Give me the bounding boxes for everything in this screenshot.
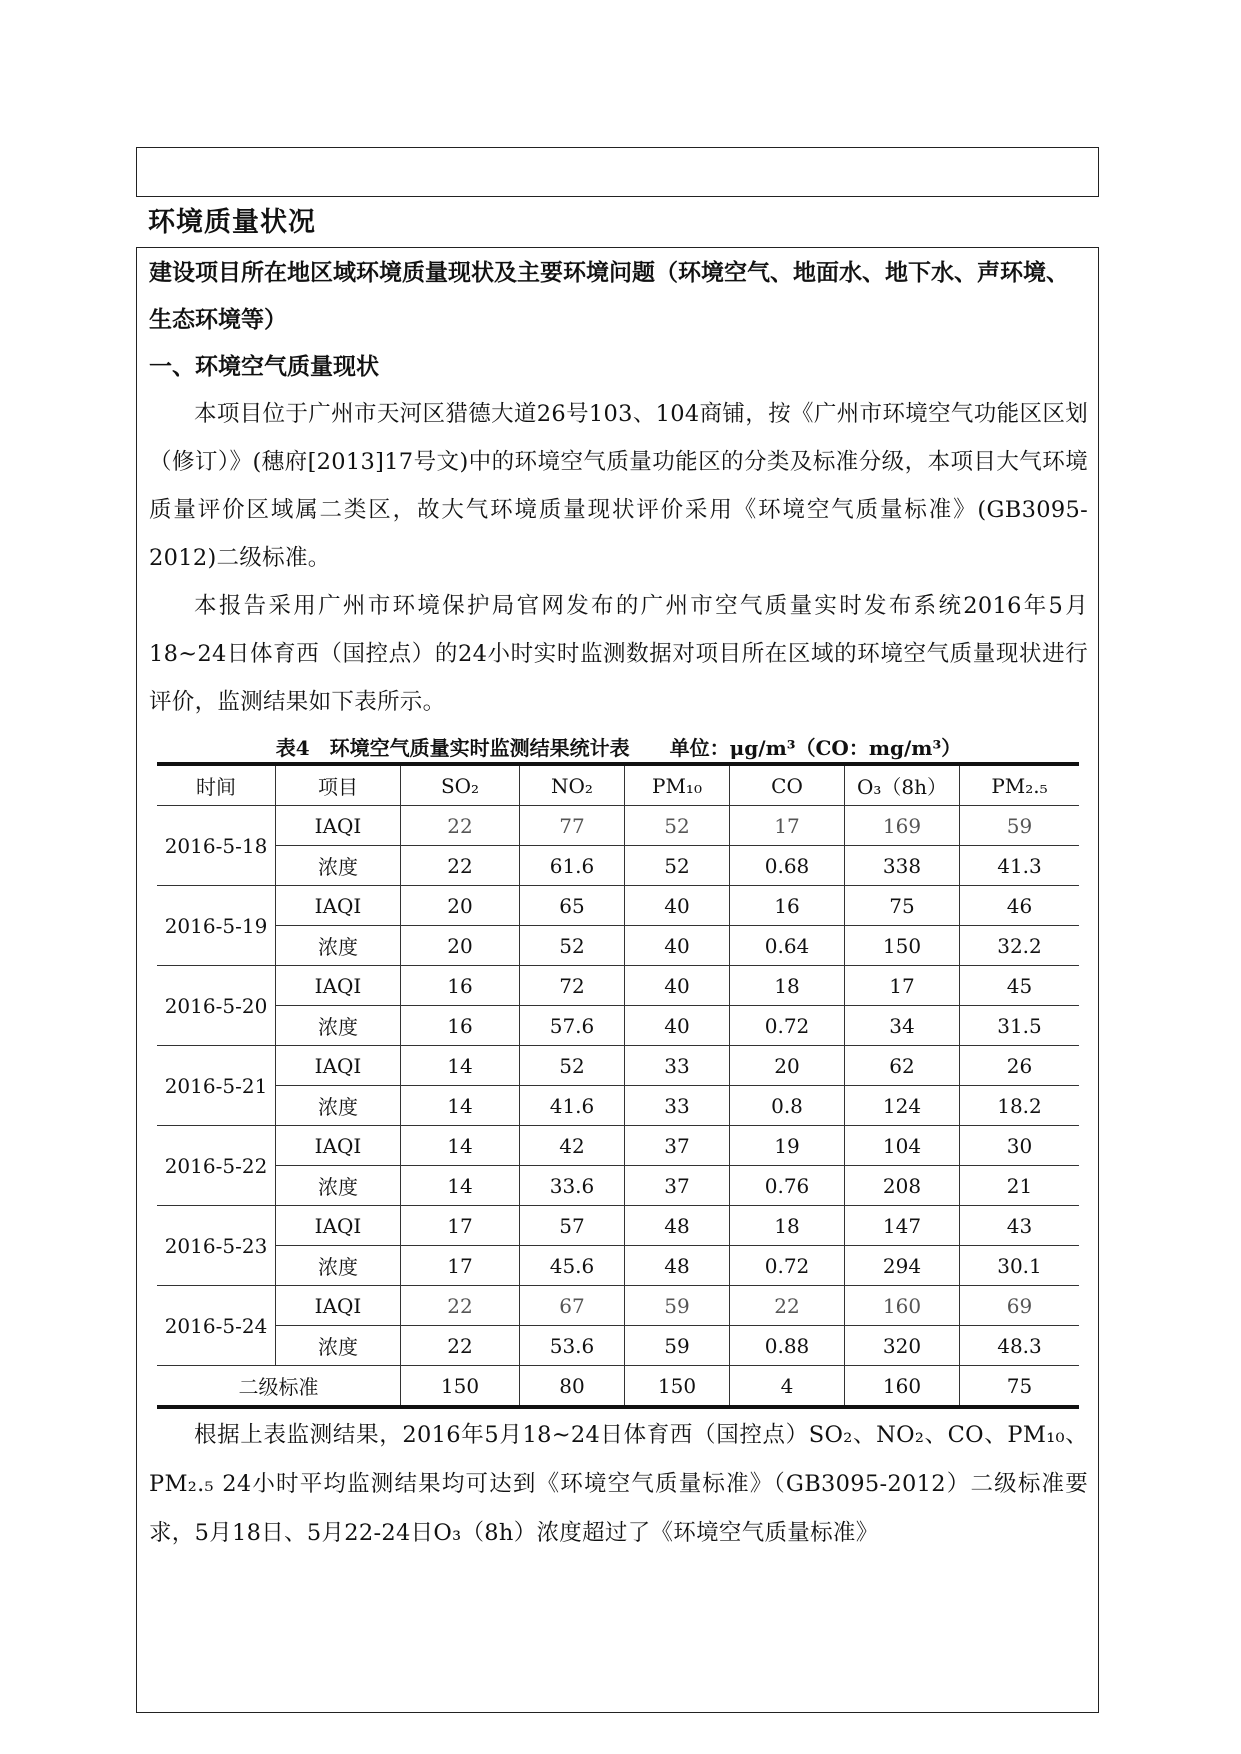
iaqi-cell: 22 [730, 1286, 845, 1326]
content-box [136, 247, 1099, 1713]
iaqi-cell: 160 [845, 1286, 960, 1326]
concentration-cell: 0.64 [730, 926, 845, 966]
iaqi-cell: 75 [845, 886, 960, 926]
iaqi-cell: 14 [401, 1126, 520, 1166]
iaqi-cell: 46 [960, 886, 1080, 926]
row-label-concentration: 浓度 [276, 926, 401, 966]
concentration-cell: 48.3 [960, 1326, 1080, 1366]
row-date: 2016-5-23 [157, 1206, 276, 1286]
iaqi-cell: 42 [520, 1126, 625, 1166]
concentration-cell: 53.6 [520, 1326, 625, 1366]
row-label-iaqi: IAQI [276, 886, 401, 926]
row-label-concentration: 浓度 [276, 1006, 401, 1046]
iaqi-cell: 16 [730, 886, 845, 926]
iaqi-cell: 17 [730, 806, 845, 846]
concentration-cell: 31.5 [960, 1006, 1080, 1046]
standard-cell: 150 [625, 1366, 730, 1408]
concentration-cell: 0.8 [730, 1086, 845, 1126]
row-label-concentration: 浓度 [276, 1326, 401, 1366]
table-row-concentration [157, 1326, 1079, 1366]
concentration-cell: 33 [625, 1086, 730, 1126]
table-body [157, 806, 1079, 1408]
header-time: 时间 [157, 764, 276, 806]
table-row-concentration [157, 1086, 1079, 1126]
iaqi-cell: 19 [730, 1126, 845, 1166]
paragraph-location: 本项目位于广州市天河区猎德大道26号103、104商铺，按《广州市环境空气功能区区划（修订）》(穗府[2013]17号文)中的环境空气质量功能区的分类及标准分级，本项目大气环境质量评价区域属二类区，故大气环境质量现状评价采用《环境空气质量标准》(GB3095-2012)二级标准。 [149, 401, 1088, 571]
table-row-standard [157, 1366, 1079, 1408]
row-date: 2016-5-19 [157, 886, 276, 966]
iaqi-cell: 16 [401, 966, 520, 1006]
concentration-cell: 0.88 [730, 1326, 845, 1366]
paragraph-data-source: 本报告采用广州市环境保护局官网发布的广州市空气质量实时发布系统2016年5月18~24日体育西（国控点）的24小时实时监测数据对项目所在区域的环境空气质量现状进行评价，监测结果如下表所示。 [149, 593, 1088, 715]
concentration-cell: 33.6 [520, 1166, 625, 1206]
table-caption: 表4 环境空气质量实时监测结果统计表 单位：μg/m³（CO：mg/m³） [275, 736, 962, 760]
iaqi-cell: 18 [730, 966, 845, 1006]
concentration-cell: 14 [401, 1166, 520, 1206]
concentration-cell: 0.68 [730, 846, 845, 886]
iaqi-cell: 69 [960, 1286, 1080, 1326]
table-row-concentration [157, 926, 1079, 966]
concentration-cell: 150 [845, 926, 960, 966]
iaqi-cell: 52 [625, 806, 730, 846]
table-header-row [157, 764, 1079, 806]
iaqi-cell: 59 [960, 806, 1080, 846]
table-row-concentration [157, 1166, 1079, 1206]
concentration-cell: 208 [845, 1166, 960, 1206]
iaqi-cell: 104 [845, 1126, 960, 1166]
iaqi-cell: 18 [730, 1206, 845, 1246]
row-label-concentration: 浓度 [276, 846, 401, 886]
iaqi-cell: 20 [730, 1046, 845, 1086]
air-quality-table [157, 762, 1079, 1409]
iaqi-cell: 14 [401, 1046, 520, 1086]
table-row-iaqi [157, 1286, 1079, 1326]
concentration-cell: 0.72 [730, 1006, 845, 1046]
header-no2: NO₂ [520, 764, 625, 806]
row-date: 2016-5-21 [157, 1046, 276, 1126]
iaqi-cell: 77 [520, 806, 625, 846]
concentration-cell: 21 [960, 1166, 1080, 1206]
standard-cell: 80 [520, 1366, 625, 1408]
iaqi-cell: 57 [520, 1206, 625, 1246]
section-title: 环境质量状况 [148, 207, 316, 238]
standard-cell: 150 [401, 1366, 520, 1408]
concentration-cell: 338 [845, 846, 960, 886]
concentration-cell: 0.76 [730, 1166, 845, 1206]
header-item: 项目 [276, 764, 401, 806]
concentration-cell: 18.2 [960, 1086, 1080, 1126]
iaqi-cell: 62 [845, 1046, 960, 1086]
concentration-cell: 45.6 [520, 1246, 625, 1286]
concentration-cell: 61.6 [520, 846, 625, 886]
concentration-cell: 14 [401, 1086, 520, 1126]
table-row-iaqi [157, 966, 1079, 1006]
iaqi-cell: 45 [960, 966, 1080, 1006]
header-co: CO [730, 764, 845, 806]
iaqi-cell: 72 [520, 966, 625, 1006]
row-label-iaqi: IAQI [276, 1126, 401, 1166]
iaqi-cell: 65 [520, 886, 625, 926]
iaqi-cell: 17 [845, 966, 960, 1006]
concentration-cell: 17 [401, 1246, 520, 1286]
standard-cell: 75 [960, 1366, 1080, 1408]
paragraph-conclusion: 根据上表监测结果，2016年5月18~24日体育西（国控点）SO₂、NO₂、CO、PM₁₀、PM₂.₅ 24小时平均监测结果均可达到《环境空气质量标准》（GB3095-2012）二级标准要求，5月18日、5月22-24日O₃（8h）浓度超过了《环境空气质量标准》 [149, 1422, 1088, 1546]
concentration-cell: 124 [845, 1086, 960, 1126]
row-label-iaqi: IAQI [276, 806, 401, 846]
iaqi-cell: 48 [625, 1206, 730, 1246]
concentration-cell: 320 [845, 1326, 960, 1366]
concentration-cell: 59 [625, 1326, 730, 1366]
row-date: 2016-5-20 [157, 966, 276, 1046]
iaqi-cell: 169 [845, 806, 960, 846]
standard-label: 二级标准 [157, 1366, 401, 1408]
concentration-cell: 40 [625, 926, 730, 966]
header-so2: SO₂ [401, 764, 520, 806]
iaqi-cell: 43 [960, 1206, 1080, 1246]
iaqi-cell: 67 [520, 1286, 625, 1326]
row-date: 2016-5-24 [157, 1286, 276, 1366]
row-label-concentration: 浓度 [276, 1246, 401, 1286]
concentration-cell: 48 [625, 1246, 730, 1286]
content-inner [149, 248, 1088, 1558]
concentration-cell: 40 [625, 1006, 730, 1046]
concentration-cell: 34 [845, 1006, 960, 1046]
table-row-iaqi [157, 886, 1079, 926]
iaqi-cell: 40 [625, 966, 730, 1006]
row-label-concentration: 浓度 [276, 1166, 401, 1206]
table-row-concentration [157, 1246, 1079, 1286]
header-pm10: PM₁₀ [625, 764, 730, 806]
table-row-iaqi [157, 1046, 1079, 1086]
concentration-cell: 32.2 [960, 926, 1080, 966]
row-label-iaqi: IAQI [276, 1286, 401, 1326]
row-label-iaqi: IAQI [276, 1046, 401, 1086]
standard-cell: 4 [730, 1366, 845, 1408]
iaqi-cell: 20 [401, 886, 520, 926]
concentration-cell: 294 [845, 1246, 960, 1286]
iaqi-cell: 30 [960, 1126, 1080, 1166]
iaqi-cell: 26 [960, 1046, 1080, 1086]
concentration-cell: 41.3 [960, 846, 1080, 886]
table-row-iaqi [157, 806, 1079, 846]
air-quality-heading: 一、环境空气质量现状 [149, 354, 379, 380]
concentration-cell: 30.1 [960, 1246, 1080, 1286]
region-heading: 建设项目所在地区域环境质量现状及主要环境问题（环境空气、地面水、地下水、声环境、生态环境等） [149, 260, 1069, 333]
concentration-cell: 22 [401, 1326, 520, 1366]
concentration-cell: 16 [401, 1006, 520, 1046]
concentration-cell: 0.72 [730, 1246, 845, 1286]
row-date: 2016-5-18 [157, 806, 276, 886]
table-row-iaqi [157, 1126, 1079, 1166]
table-row-concentration [157, 1006, 1079, 1046]
row-label-iaqi: IAQI [276, 966, 401, 1006]
iaqi-cell: 22 [401, 1286, 520, 1326]
iaqi-cell: 37 [625, 1126, 730, 1166]
iaqi-cell: 40 [625, 886, 730, 926]
concentration-cell: 37 [625, 1166, 730, 1206]
concentration-cell: 41.6 [520, 1086, 625, 1126]
iaqi-cell: 147 [845, 1206, 960, 1246]
standard-cell: 160 [845, 1366, 960, 1408]
row-label-concentration: 浓度 [276, 1086, 401, 1126]
iaqi-cell: 52 [520, 1046, 625, 1086]
concentration-cell: 52 [625, 846, 730, 886]
table-row-iaqi [157, 1206, 1079, 1246]
header-o3: O₃（8h） [845, 764, 960, 806]
concentration-cell: 20 [401, 926, 520, 966]
concentration-cell: 52 [520, 926, 625, 966]
top-empty-box [136, 147, 1099, 197]
row-date: 2016-5-22 [157, 1126, 276, 1206]
iaqi-cell: 59 [625, 1286, 730, 1326]
row-label-iaqi: IAQI [276, 1206, 401, 1246]
concentration-cell: 22 [401, 846, 520, 886]
table-row-concentration [157, 846, 1079, 886]
iaqi-cell: 17 [401, 1206, 520, 1246]
concentration-cell: 57.6 [520, 1006, 625, 1046]
iaqi-cell: 22 [401, 806, 520, 846]
header-pm25: PM₂.₅ [960, 764, 1080, 806]
iaqi-cell: 33 [625, 1046, 730, 1086]
